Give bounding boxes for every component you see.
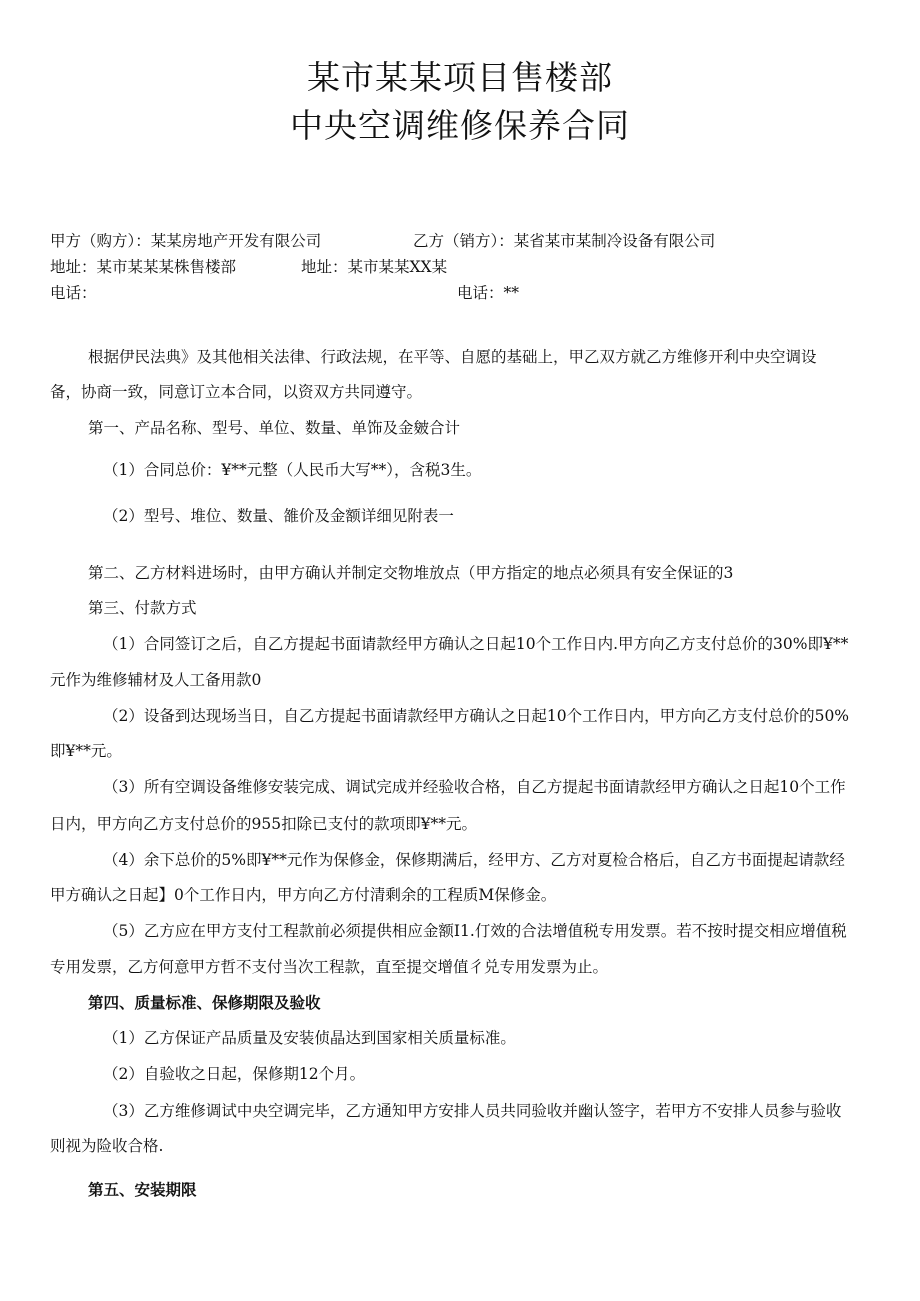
section-3-p3-line-2: 日内，甲方向乙方支付总价的955扣除已支付的款项即¥**元。: [50, 815, 477, 833]
section-3-p5-line-1: （5）乙方应在甲方支付工程款前必须提供相应金额I1.仃效的合法增值税专用发票。若不按时提交相应增值税: [103, 922, 847, 940]
intro-line-1: 根据伊民法典》及其他相关法律、行政法规，在平等、自愿的基础上，甲乙双方就乙方维修开利中央空调设: [88, 348, 817, 366]
phone-b: 电话：**: [457, 284, 520, 302]
section-3-p1-line-1: （1）合同签订之后，自乙方提起书面请款经甲方确认之日起10个工作日内.甲方向乙方支付总价的30%即¥**: [103, 635, 849, 653]
section-3-p3-line-1: （3）所有空调设备维修安装完成、调试完成并经验收合格，自乙方提起书面请款经甲方确认之日起10个工作: [103, 778, 846, 796]
section-5-heading: 第五、安装期限: [88, 1180, 197, 1199]
section-3-p5-line-2: 专用发票，乙方何意甲方哲不支付当次工程款，直至提交增值彳兑专用发票为止。: [50, 958, 609, 976]
section-4-item-2: （2）自验收之日起，保修期12个月。: [103, 1065, 366, 1083]
section-1-item-2: （2）型号、堆位、数量、雒价及金额详细见附表一: [103, 507, 454, 525]
title-line-1: 某市某某项目售楼部: [307, 58, 613, 97]
section-3-p4-line-2: 甲方确认之日起】0个工作日内，甲方向乙方付清剩余的工程质M保修金。: [50, 886, 557, 904]
intro-line-2: 备，协商一致，同意订立本合同，以资双方共同遵守。: [50, 383, 423, 401]
party-a: 甲方（购方）：某某房地产开发有限公司: [50, 232, 322, 250]
address-a: 地址：某市某某某株售楼部: [50, 258, 237, 276]
party-b: 乙方（销方）：某省某市某制冷设备有限公司: [413, 232, 716, 250]
section-3-heading: 第三、付款方式: [88, 599, 197, 617]
title-line-2: 中央空调维修保养合同: [290, 106, 630, 145]
section-1-item-1: （1）合同总价：¥**元整（人民币大写**），含税3生。: [103, 461, 482, 479]
section-3-p1-line-2: 元作为维修辅材及人工备用款0: [50, 671, 262, 689]
section-2-text: 第二、乙方材料进场时，由甲方确认并制定交物堆放点（甲方指定的地点必须具有安全保证的3: [88, 564, 734, 582]
section-3-p2-line-2: 即¥**元。: [50, 742, 122, 760]
section-4-item-3-line-1: （3）乙方维修调试中央空调完毕，乙方通知甲方安排人员共同验收并幽认签字，若甲方不安排人员参与验收: [103, 1102, 842, 1120]
section-4-item-3-line-2: 则视为险收合格.: [50, 1137, 164, 1155]
address-b: 地址：某市某某XX某: [301, 258, 448, 276]
section-3-p2-line-1: （2）设备到达现场当日，自乙方提起书面请款经甲方确认之日起10个工作日内，甲方向乙方支付总价的50%: [103, 707, 850, 725]
phone-a: 电话：: [50, 284, 97, 302]
section-3-p4-line-1: （4）余下总价的5%即¥**元作为保修金，保修期满后，经甲方、乙方对夏检合格后，自乙方书面提起请款经: [103, 851, 845, 869]
section-1-heading: 第一、产品名称、型号、单位、数量、单饰及金皴合计: [88, 419, 461, 437]
section-4-item-1: （1）乙方保证产品质量及安装侦晶达到国家相关质量标准。: [103, 1029, 516, 1047]
section-4-heading: 第四、质量标准、保修期限及验收: [88, 993, 321, 1012]
